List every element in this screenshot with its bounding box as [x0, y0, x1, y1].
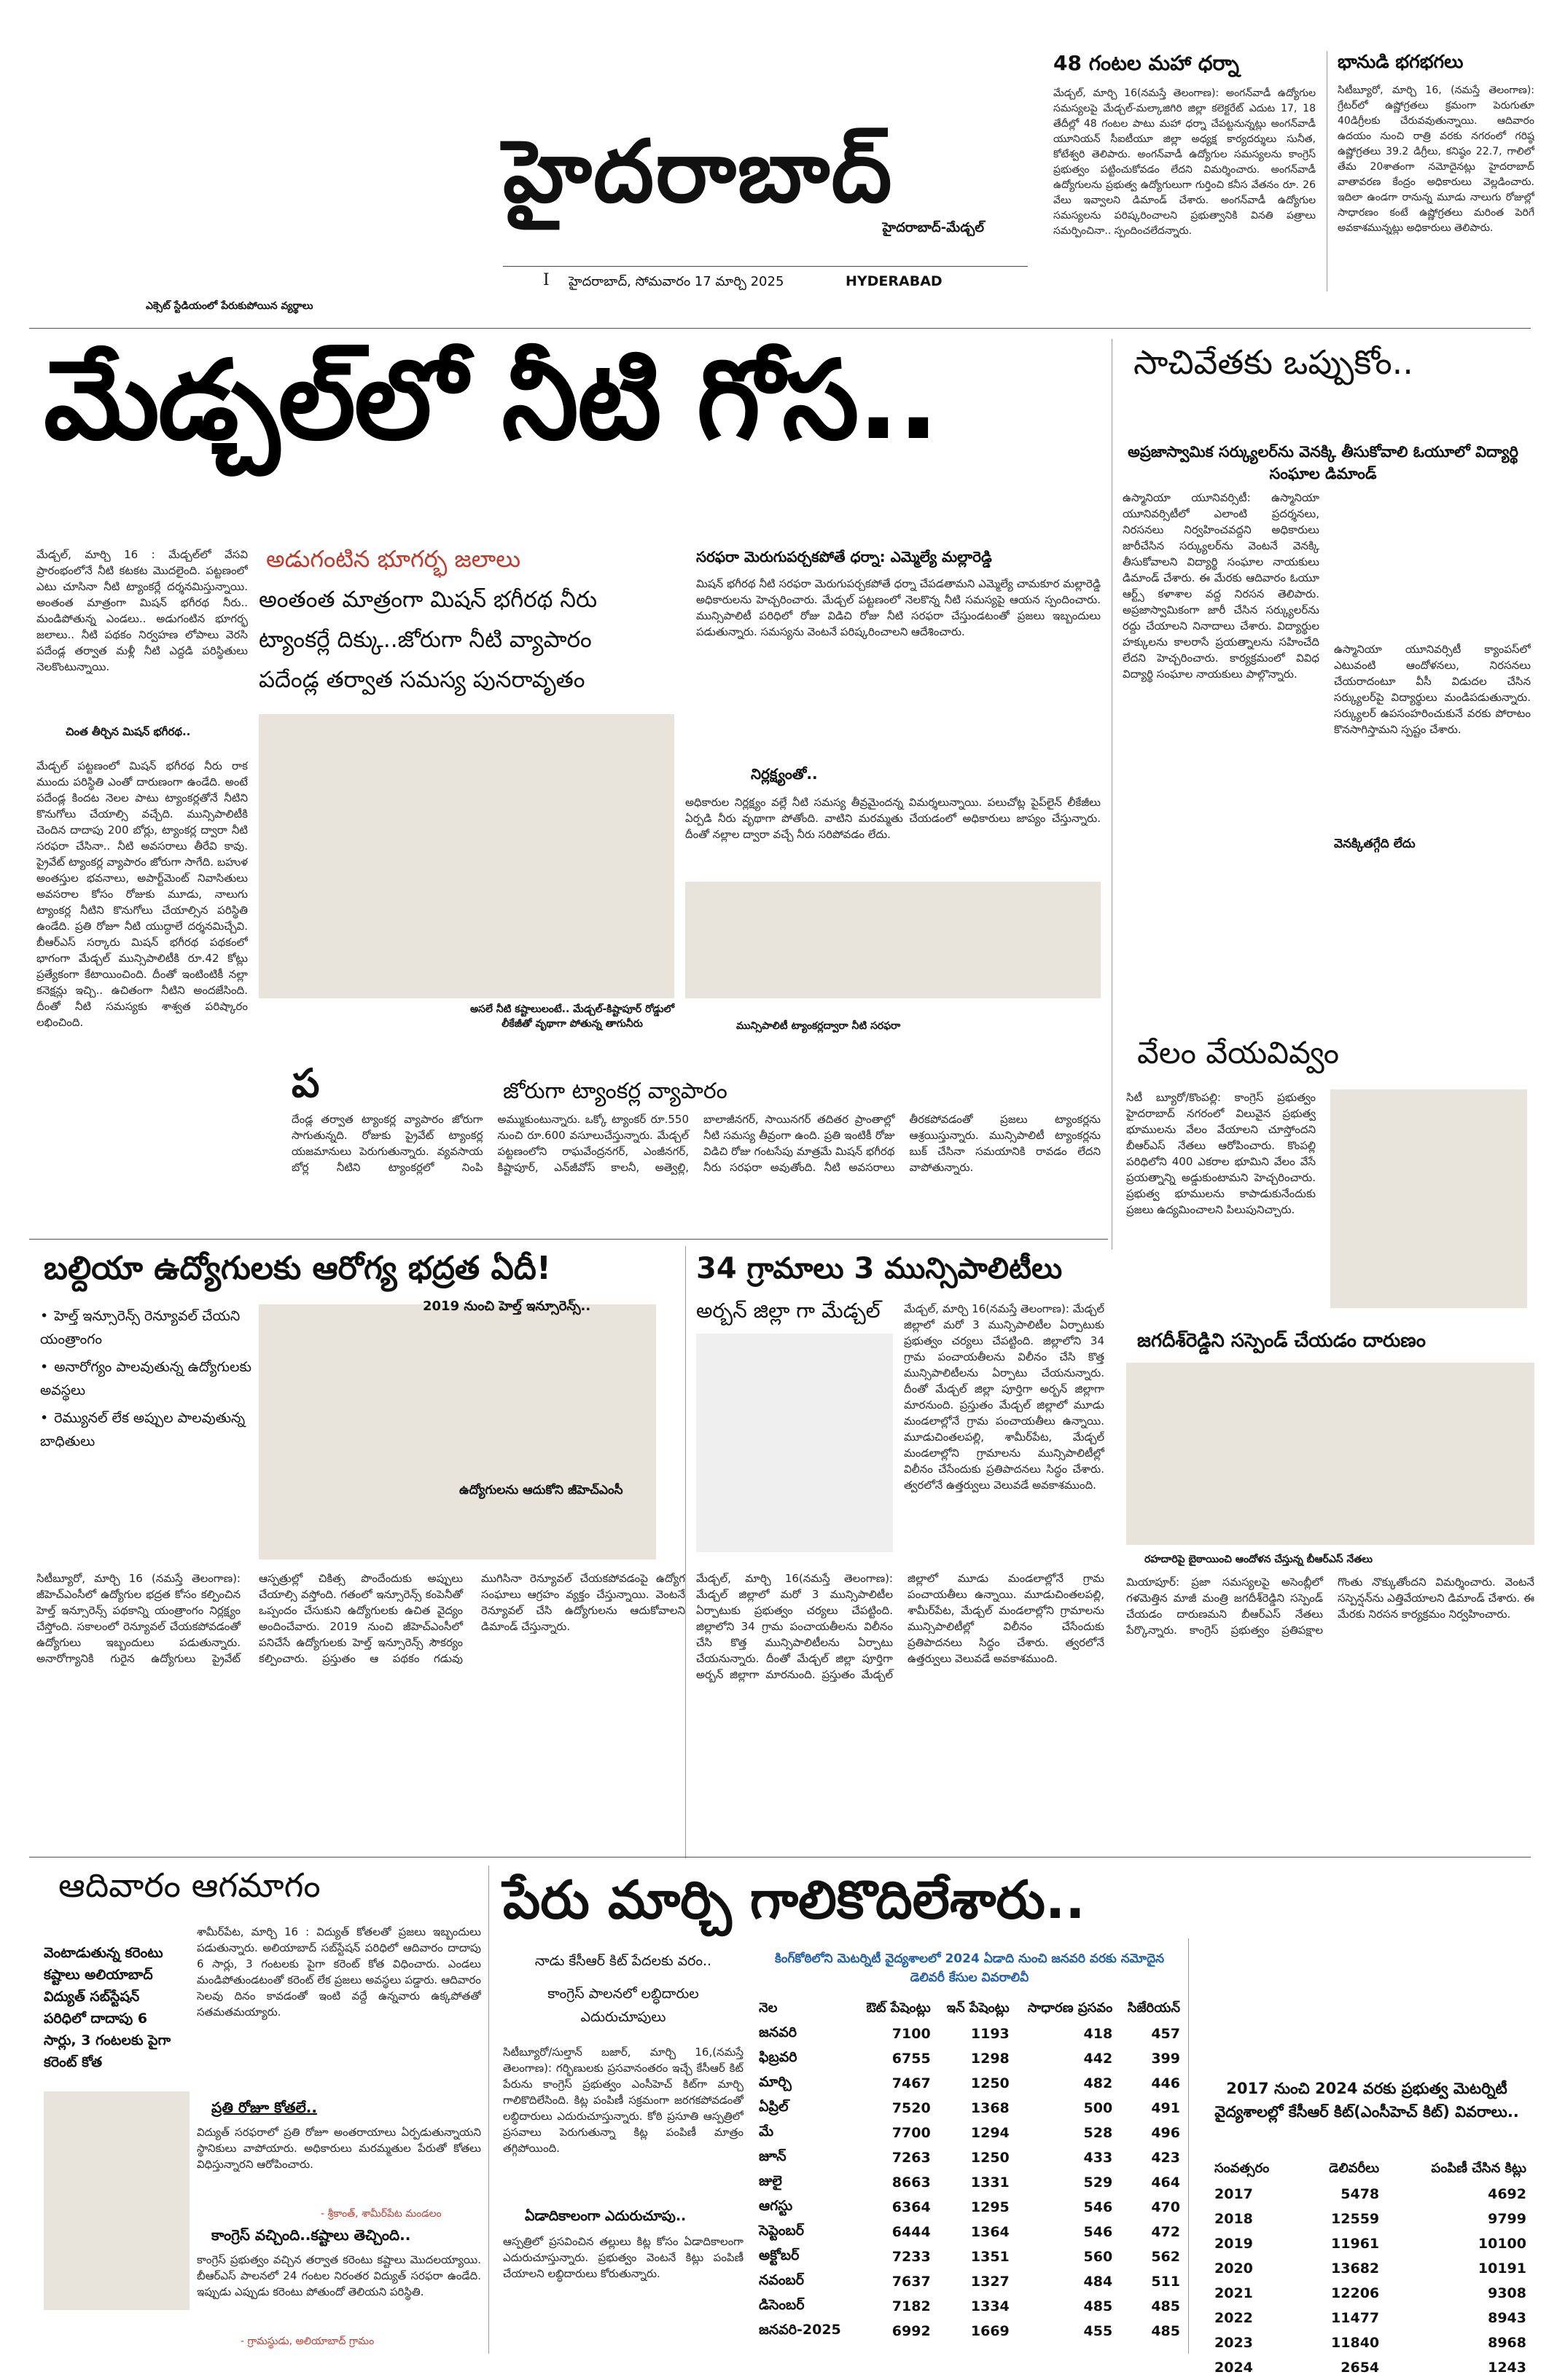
- weekend-body2: విద్యుత్ సరఫరాలో ప్రతి రోజూ అంతరాయాలు ఏర్పడుతున్నాయని స్థానికులు వాపోయారు. అధికారులు మరమ్మతుల పేరుతో కోతలు విధిస్తున్నారని ఆరోపించారు.: [197, 2126, 481, 2171]
- deliveries-header: ఔట్ పేషెంట్లు: [866, 2000, 931, 2016]
- deliveries-row: [754, 2071, 1185, 2096]
- deliveries-row: [754, 2121, 1185, 2145]
- kit-body: సిటీబ్యూరో/సుల్తాన్ బజార్, మార్చి 16,(నమస్తే తెలంగాణ): గర్భిణులకు ప్రసవానంతరం ఇచ్చే కేసీఆర్ కిట్ పేరును కాంగ్రెస్ ప్రభుత్వం ఎంసీహెచ్ కిట్‌గా మార్చి గాలికొదిలేసింది. కిట్ల పంపిణీ సక్రమంగా జరగకపోవడంతో లబ్ధిదారులు ఎదురుచూస్తున్నారు. కోఠి ప్రసూతి ఆస్పత్రిలో ప్రసవాలు పెరుగుతున్నా కిట్ల పంపిణీ మాత్రం తగ్గిపోయింది.: [503, 2046, 744, 2155]
- deliveries-row-cell: మార్చి: [759, 2073, 792, 2090]
- deliveries-row-cell: 1351: [970, 2249, 1010, 2265]
- edition-label: HYDERABAD: [846, 273, 943, 289]
- side-story-3-headline: జగదీశ్‌రెడ్డిని సస్పెండ్ చేయడం దారుణం: [1137, 1330, 1426, 1352]
- kits-header: డెలివరీలు: [1329, 2160, 1380, 2176]
- health-photo: [259, 1304, 656, 1559]
- side-story-1-body: ఉస్మానియా యూనివర్సిటీ: ఉస్మానియా యూనివర్సిటీలో ఎలాంటి ప్రదర్శనలు, నిరసనలు నిర్వహించవద్దని అధికారులు జారీచేసిన సర్క్యులర్‌ను వెంటనే వెనక్కి తీసుకోవాలని విద్యార్థి సంఘాల నాయకులు డిమాండ్ చేశారు. ఈ మేరకు ఆదివారం ఓయూ ఆర్ట్స్ కళాశాల వద్ద నిరసన తెలిపారు. అప్రజాస్వామికంగా జారీ చేసిన సర్క్యులర్‌ను రద్దు చేయాలని నినాదాలు చేశారు. విద్యార్థుల హక్కులను కాలరాసే ప్రయత్నాలను సహించేది లేదని హెచ్చరించారు. కార్యక్రమంలో వివిధ విద్యార్థి సంఘాల నాయకులు పాల్గొన్నారు.: [1123, 491, 1319, 681]
- deliveries-row-cell: 500: [1083, 2100, 1113, 2116]
- health-sub1: 2019 నుంచి హెల్త్ ఇన్సూరెన్స్..: [423, 1299, 591, 1314]
- deliveries-row-cell: 6444: [891, 2224, 931, 2240]
- kits-row-cell: 2019: [1214, 2236, 1253, 2252]
- side-story-1-deck: అప్రజాస్వామిక సర్క్యులర్‌ను వెనక్కి తీసుకోవాలి ఓయూలో విద్యార్థి సంఘాల డిమాండ్: [1128, 443, 1518, 482]
- deliveries-row-cell: జూన్: [759, 2148, 787, 2164]
- side-story-1-headline: సాచివేతకు ఒప్పుకోం..: [1133, 342, 1413, 382]
- kits-row-cell: 2018: [1214, 2211, 1253, 2227]
- kits-row-cell: 2023: [1214, 2335, 1253, 2351]
- kit-deck-2: కాంగ్రెస్ పాలనలో లబ్ధిదారుల ఎదురుచూపులు: [547, 1986, 699, 2025]
- kits-row-cell: 5478: [1341, 2186, 1380, 2202]
- masthead-marker: I: [543, 271, 550, 289]
- kits-table-title: 2017 నుంచి 2024 వరకు ప్రభుత్వ మెటర్నిటీ వైద్యశాలల్లో కేసీఆర్ కిట్(ఎంసీహెచ్ కిట్) వివరాలు..: [1214, 2080, 1519, 2121]
- deliveries-row-cell: 446: [1151, 2075, 1180, 2091]
- weekend-quote2: - గ్రామస్థుడు, అలియాబాద్ గ్రామం: [241, 2336, 375, 2347]
- weekend-body3: కాంగ్రెస్ ప్రభుత్వం వచ్చిన తర్వాత కరెంటు కష్టాలు మొదలయ్యాయి. బీఆర్‌ఎస్ పాలనలో 24 గంటల నిరంతర విద్యుత్ సరఫరా ఉండేది. ఇప్పుడు ఎప్పుడు కరెంటు పోతుందో తెలియని పరిస్థితి.: [197, 2253, 481, 2298]
- dateline: హైదరాబాద్, సోమవారం 17 మార్చి 2025: [569, 274, 784, 289]
- side-story-3-photo: [1126, 1363, 1534, 1545]
- kits-row: [1210, 2306, 1531, 2330]
- deliveries-row-cell: 560: [1083, 2249, 1113, 2265]
- deliveries-row-cell: డిసెంబర్: [759, 2296, 805, 2313]
- kits-row: [1210, 2207, 1531, 2231]
- deliveries-row: [754, 2170, 1185, 2195]
- main-story-col1-sub: చింత తీర్చిన మిషన్ భగీరథ..: [66, 725, 191, 738]
- side-story-2-photo: [1330, 1089, 1527, 1308]
- kits-row-cell: 13682: [1331, 2260, 1380, 2277]
- deliveries-row-cell: 423: [1151, 2150, 1180, 2166]
- municipal-map: [696, 1334, 893, 1552]
- kits-row-cell: 2017: [1214, 2186, 1253, 2202]
- municipal-deck: అర్బన్ జిల్లా గా మేడ్చల్: [696, 1299, 881, 1323]
- deliveries-row-cell: మే: [759, 2123, 774, 2140]
- deliveries-row-cell: జనవరి: [759, 2024, 797, 2040]
- side-story-3-body: మియాపూర్: ప్రజా సమస్యలపై అసెంబ్లీలో గళమెత్తిన మాజీ మంత్రి జగదీశ్‌రెడ్డిని సస్పెండ్ చేయడం దారుణమని బీఆర్‌ఎస్ నేతలు పేర్కొన్నారు. కాంగ్రెస్ ప్రభుత్వం ప్రతిపక్షాల గొంతు నొక్కుతోందని విమర్శించారు. వెంటనే సస్పెన్షన్‌ను ఎత్తివేయాలని డిమాండ్ చేశారు. ఈ మేరకు నిరసన కార్యక్రమం నిర్వహించారు.: [1126, 1575, 1534, 1637]
- masthead: [503, 120, 1013, 248]
- kits-row-cell: 8968: [1488, 2335, 1526, 2351]
- deliveries-row-cell: 457: [1151, 2026, 1180, 2042]
- deliveries-row-cell: 7700: [891, 2125, 931, 2141]
- kits-row-cell: 2022: [1214, 2310, 1253, 2326]
- deliveries-header: సాధారణ ప్రసవం: [1027, 2000, 1113, 2016]
- municipal-body: మేడ్చల్, మార్చి 16(నమస్తే తెలంగాణ): మేడ్చల్ జిల్లాలో మరో 3 మున్సిపాలిటీల ఏర్పాటుకు ప్రభుత్వం చర్యలు చేపట్టింది. జిల్లాలోని 34 గ్రామ పంచాయతీలను విలీనం చేసి కొత్త మున్సిపాలిటీలను ఏర్పాటు చేయనున్నారు. దీంతో మేడ్చల్ జిల్లా పూర్తిగా అర్బన్ జిల్లాగా మారనుంది. ప్రస్తుతం మేడ్చల్ జిల్లాలో మూడు మండలాల్లోనే గ్రామ పంచాయతీలు ఉన్నాయి. మూడుచింతలపల్లి, శామీర్‌పేట, మేడ్చల్ మండలాల్లోని గ్రామాలను మున్సిపాలిటీల్లో విలీనం చేసేందుకు ప్రతిపాదనలు సిద్ధం చేశారు. త్వరలోనే ఉత్తర్వులు వెలువడే అవకాశముంది.: [904, 1302, 1104, 1492]
- kits-header: సంవత్సరం: [1214, 2160, 1270, 2176]
- deliveries-row-cell: 433: [1083, 2150, 1113, 2166]
- weekend-photo: [44, 2091, 190, 2310]
- deliveries-row-cell: ఫిబ్రవరి: [759, 2048, 797, 2065]
- deliveries-row-cell: 528: [1083, 2125, 1113, 2141]
- kits-row: [1210, 2355, 1531, 2380]
- main-story-col3-sub: నిర్లక్ష్యంతో..: [751, 765, 818, 783]
- kits-row-cell: 4692: [1488, 2186, 1526, 2202]
- deliveries-row-cell: 1294: [970, 2125, 1010, 2141]
- kits-row: [1210, 2231, 1531, 2256]
- deliveries-row-cell: 7637: [891, 2274, 931, 2290]
- deliveries-row-cell: 484: [1083, 2274, 1113, 2290]
- main-headline: మేడ్చల్‌లో నీటి గోస..: [44, 337, 938, 464]
- deliveries-header: ఇన్ పేషెంట్లు: [946, 2000, 1010, 2016]
- photo2-caption: మున్సిపాలిటీ ట్యాంకర్లద్వారా నీటి సరఫరా: [736, 1020, 901, 1032]
- kits-row-cell: 1243: [1488, 2360, 1526, 2376]
- kits-row: [1210, 2182, 1531, 2207]
- main-story-col1-p2: మేడ్చల్ పట్టణంలో మిషన్ భగీరథ నీరు రాక ముందు పరిస్థితి ఎంతో దారుణంగా ఉండేది. అంటే పదేండ్ల కిందట నెలల పాటు ట్యాంకర్లతోనే నీటిని కొనుగోలు చేయాల్సి వచ్చేది. మున్సిపాలిటీకి చెందిన దాదాపు 200 బోర్లు, ట్యాంకర్ల ద్వారా నీటి సరఫరా చేసినా.. నీటి అవసరాలు తీరేవి కావు. ప్రైవేట్ ట్యాంకర్ల వ్యాపారం జోరుగా సాగేది. బహుళ అంతస్తుల భవనాలు, అపార్ట్‌మెంట్ నివాసితులు అవసరాల కోసం రోజుకు మూడు, నాలుగు ట్యాంకర్ల నీటిని కొనుగోలు చేయాల్సిన పరిస్థితి ఉండేది. ప్రతి రోజూ నీటి యుద్ధాలే దర్శనమిచ్చేవి. బీఆర్‌ఎస్ సర్కారు మిషన్ భగీరథ పథకంలో భాగంగా మేడ్చల్ మున్సిపాలిటీకి రూ.42 కోట్లు ప్రత్యేకంగా కేటాయించింది. దీంతో ఇంటింటికీ నల్లా కనెక్షన్లు ఇచ్చి.. ఉచితంగా నీటిని అందజేసింది. దీంతో నీటి సమస్యకు శాశ్వత పరిష్కారం లభించింది.: [36, 759, 248, 1029]
- top-story-2-headline: భానుడి భగభగలు: [1338, 51, 1464, 72]
- kits-row-cell: 10191: [1478, 2260, 1526, 2277]
- leakage-photo: [685, 882, 1101, 998]
- deliveries-row-cell: 491: [1151, 2100, 1180, 2116]
- weekend-headline: ఆదివారం ఆగమాగం: [58, 1866, 321, 1905]
- deliveries-row-cell: 6992: [891, 2323, 931, 2339]
- health-bullet-3: • రెమ్యునల్ లేక అప్పుల పాలవుతున్న బాధితులు: [40, 1406, 251, 1453]
- weekend-sub1: ప్రతి రోజూ కోతలే..: [211, 2099, 317, 2116]
- deliveries-row-cell: 470: [1151, 2199, 1180, 2215]
- deliveries-header: సిజేరియన్: [1127, 2000, 1180, 2016]
- weekend-side-caption: వెంటాడుతున్న కరెంటు కష్టాలు అలియాబాద్ విద్యుత్ సబ్‌స్టేషన్ పరిధిలో దాదాపు 6 సార్లు, 3 గంటలకు పైగా కరెంట్ కోత: [44, 1945, 171, 2070]
- kits-row: [1210, 2256, 1531, 2281]
- kits-row-cell: 2654: [1341, 2360, 1380, 2376]
- tankers-body: దేండ్ల తర్వాత ట్యాంకర్ల వ్యాపారం జోరుగా సాగుతున్నది. రోజుకు ప్రైవేట్ ట్యాంకర్ల యజమానులు పెరుగుతున్నారు. వ్యవసాయ బోర్ల నీటిని ట్యాంకర్లలో నింపి అమ్ముకుంటున్నారు. ఒక్కో ట్యాంకర్ రూ.550 నుంచి రూ.600 వసూలుచేస్తున్నారు. మేడ్చల్ పట్టణంలోని రాఘవేంద్రనగర్, ఎంజీనగర్, కిష్టాపూర్, ఎన్‌జీవోస్ కాలనీ, అత్వెల్లి, బాలాజీనగర్, సాయినగర్ తదితర ప్రాంతాల్లో నీటి సమస్య తీవ్రంగా ఉంది. ప్రతి ఇంటికీ రోజు విడిచి రోజు గంటసేపు మాత్రమే మిషన్ భగీరథ నీరు సరఫరా అవుతోంది. నీటి అవసరాలు తీరకపోవడంతో ప్రజలు ట్యాంకర్లను ఆశ్రయిస్తున్నారు. మున్సిపాలిటీ ట్యాంకర్లను బుక్ చేసినా సమయానికి రావడం లేదని వాపోతున్నారు.: [292, 1113, 1101, 1174]
- deliveries-row-cell: 7263: [891, 2150, 931, 2166]
- deliveries-row-cell: 8663: [891, 2175, 931, 2191]
- side-story-1-sub2: వెనక్కితగ్గేది లేదు: [1334, 837, 1416, 851]
- kit-deck-1: నాడు కేసీఆర్ కిట్ పేదలకు వరం..: [534, 1953, 712, 1969]
- deliveries-header: నెల: [759, 2000, 778, 2016]
- weekend-quote1: - శ్రీకాంత్, శామీర్‌పేట మండలం: [321, 2208, 442, 2220]
- deliveries-row-cell: 485: [1083, 2298, 1113, 2314]
- municipal-headline: 34 గ్రామాలు 3 మున్సిపాలిటీలు: [696, 1252, 1063, 1285]
- main-story-col1-p1: మేడ్చల్, మార్చి 16 : మేడ్చల్‌లో వేసవి ప్రారంభంలోనే నీటి కటకట మొదలైంది. పట్టణంలో ఎటు చూసినా నీటి ట్యాంకర్లే దర్శనమిస్తున్నాయి. అంతంత మాత్రంగా మిషన్ భగీరథ నీరు.. మండిపోతున్న ఎండలు.. అడుగంటిన భూగర్భ జలాలు.. నీటి పథకం నిర్వహణ లోపాలు వెరసి పదేండ్ల తర్వాత మళ్లీ నీటి ఎద్దడి పరిస్థితులు నెలకొంటున్నాయి.: [36, 548, 248, 673]
- top-story-1-body: మేడ్చల్, మార్చి 16(నమస్తే తెలంగాణ): అంగన్‌వాడీ ఉద్యోగుల సమస్యలపై మేడ్చల్-మల్కాజిగిరి జిల్లా కలెక్టరేట్ ఎదుట 17, 18 తేదీల్లో 48 గంటల పాటు మహా ధర్నా చేపట్టనున్నట్లు అంగన్‌వాడీ యూనియన్ సీఐటీయూ జిల్లా అధ్యక్ష కార్యదర్శులు సునీత, కోటేశ్వరి తెలిపారు. అంగన్‌వాడీ ఉద్యోగుల సమస్యలను కాంగ్రెస్ ప్రభుత్వం పట్టించుకోవడం లేదని విమర్శించారు. అంగన్‌వాడీ ఉద్యోగులను ప్రభుత్వ ఉద్యోగులుగా గుర్తించి కనీస వేతనం రూ. 26 వేలు ఇవ్వాలని డిమాండ్ చేశారు. అంగన్‌వాడీ ఉద్యోగుల సమస్యలను పరిష్కరించాలని ప్రభుత్వానికి వినతి పత్రాలు సమర్పించినా.. స్పందించలేదన్నారు.: [1053, 87, 1316, 237]
- deliveries-row-cell: 7520: [891, 2100, 931, 2116]
- tankers-subheading: జోరుగా ట్యాంకర్ల వ్యాపారం: [503, 1079, 727, 1104]
- health-sub2: ఉద్యోగులను ఆదుకోని జీహెచ్‌ఎంసీ: [459, 1483, 623, 1498]
- deliveries-row-cell: 418: [1083, 2026, 1113, 2042]
- main-story-col2-p1: మిషన్ భగీరథ నీటి సరఫరా మెరుగుపర్చకపోతే ధర్నా చేపడతామని ఎమ్మెల్యే చామకూర మల్లారెడ్డి అధికారులను హెచ్చరించారు. మేడ్చల్ పట్టణంలో నెలకొన్న నీటి సమస్యపై ఆయన స్పందించారు. మున్సిపాలిటీ పరిధిలో రోజు విడిచి రోజు నీటి సరఫరా చేస్తుండటంతో ప్రజలు ఇబ్బందులు పడుతున్నారు. సమస్యను వెంటనే పరిష్కరించాలని ఆదేశించారు.: [696, 577, 1101, 638]
- top-story-1: [1053, 51, 1316, 319]
- kits-row-cell: 9799: [1488, 2211, 1526, 2227]
- kit-sub: ఏడాదికాలంగా ఎదురుచూపు..: [525, 2208, 687, 2224]
- masthead-subtitle: హైదరాబాద్-మేడ్చల్: [882, 220, 984, 235]
- deliveries-row-cell: 482: [1083, 2075, 1113, 2091]
- kits-row-cell: 12559: [1331, 2211, 1380, 2227]
- kits-row-cell: 10100: [1478, 2236, 1526, 2252]
- side-story-2-body: సిటీ బ్యూరో/కొంపల్లి: కాంగ్రెస్ ప్రభుత్వం హైదరాబాద్ నగరంలో విలువైన ప్రభుత్వ భూములను వేలం వేయాలని చూస్తోందని బీఆర్‌ఎస్ నేతలు ఆరోపించారు. కొంపల్లి పరిధిలోని 400 ఎకరాల భూమిని వేలం వేసే ప్రయత్నాన్ని అడ్డుకుంటామని హెచ్చరించారు. ప్రభుత్వ భూములను కాపాడుకునేందుకు ప్రజలు ఉద్యమించాలని పిలుపునిచ్చారు.: [1126, 1091, 1316, 1216]
- kits-row-cell: 11840: [1331, 2335, 1380, 2351]
- masthead-title: హైదరాబాద్: [503, 120, 894, 222]
- deliveries-row-cell: 546: [1083, 2199, 1113, 2215]
- deliveries-row-cell: 7182: [891, 2298, 931, 2314]
- deliveries-row-cell: 7233: [891, 2249, 931, 2265]
- deliveries-row-cell: 1295: [970, 2199, 1010, 2215]
- side-story-3-caption: రహదారిపై బైఠాయించి ఆందోళన చేస్తున్న బీఆర్‌ఎస్ నేతలు: [1144, 1554, 1373, 1565]
- kits-row: [1210, 2281, 1531, 2306]
- kits-table: [1210, 2157, 1531, 2380]
- kits-row-cell: 9308: [1488, 2285, 1526, 2301]
- deliveries-row: [754, 2294, 1185, 2319]
- kits-row-cell: 2024: [1214, 2360, 1253, 2376]
- deliveries-row-cell: 496: [1151, 2125, 1180, 2141]
- deliveries-row-cell: 7100: [891, 2026, 931, 2042]
- deliveries-row-cell: నవంబర్: [759, 2271, 804, 2288]
- side-story-1-body-2: ఉస్మానియా యూనివర్సిటీ క్యాంపస్‌లో ఎటువంటి ఆందోళనలు, నిరసనలు చేయరాదంటూ వీసీ విడుదల చేసిన సర్క్యులర్‌పై విద్యార్థులు మండిపడుతున్నారు. సర్క్యులర్ ఉపసంహరించుకునే వరకు పోరాటం కొనసాగిస్తామని స్పష్టం చేశారు.: [1334, 643, 1531, 736]
- main-story-deck-2: ట్యాంకర్లే దిక్కు..జోరుగా నీటి వ్యాపారం: [259, 627, 592, 653]
- kit-body2: ఆస్పత్రిలో ప్రసవించిన తల్లులు కిట్ల కోసం ఏడాదికాలంగా ఎదురుచూస్తున్నారు. ప్రభుత్వం వెంటనే కిట్లు పంపిణీ చేయాలని లబ్ధిదారులు కోరుతున్నారు.: [503, 2235, 744, 2280]
- deliveries-row-cell: 399: [1151, 2051, 1180, 2067]
- kits-row-cell: 2021: [1214, 2285, 1253, 2301]
- deliveries-row: [754, 2220, 1185, 2244]
- main-story-col3-p1: అధికారుల నిర్లక్ష్యం వల్లే నీటి సమస్య తీవ్రమైందన్న విమర్శలున్నాయి. పలుచోట్ల పైప్‌లైన్ లీకేజీలు ఏర్పడి నీరు వృథాగా పోతోంది. వాటిని మరమ్మతు చేయడంలో అధికారులు జాప్యం చేస్తున్నారు. దీంతో నల్లాల ద్వారా వచ్చే నీరు సరిపోవడం లేదు.: [685, 796, 1101, 841]
- water-tanker-photo: [259, 714, 674, 998]
- deliveries-row-cell: 1298: [970, 2051, 1010, 2067]
- deliveries-row-cell: 6364: [891, 2199, 931, 2215]
- photo1-caption: అసలే నీటి కష్టాలులంటే.. మేడ్చల్-కిష్టాపూర్ రోడ్డులో లీకేజీతో వృథాగా పోతున్న తాగునీరు: [469, 1003, 675, 1030]
- deliveries-row: [754, 2244, 1185, 2269]
- deliveries-row-cell: 529: [1083, 2175, 1113, 2191]
- deliveries-row: [754, 2195, 1185, 2220]
- deliveries-row-cell: సెప్టెంబర్: [759, 2222, 804, 2239]
- health-bullet-2: • అనారోగ్యం పాలవుతున్న ఉద్యోగులకు అవస్థలు: [40, 1355, 251, 1402]
- deliveries-row-cell: 7467: [891, 2075, 931, 2091]
- deliveries-table: [754, 1997, 1185, 2344]
- kits-header: పంపిణీ చేసిన కిట్లు: [1431, 2160, 1526, 2176]
- deliveries-row-cell: ఏప్రిల్: [759, 2098, 789, 2115]
- kits-row: [1210, 2330, 1531, 2355]
- kits-row-cell: 12206: [1331, 2285, 1380, 2301]
- deliveries-row: [754, 2145, 1185, 2170]
- deliveries-row-cell: 1334: [970, 2298, 1010, 2314]
- deliveries-row-cell: 1669: [970, 2323, 1010, 2339]
- photo-caption-top: ఎక్సెట్ స్టేడియంలో పేరుకుపోయిన వ్యర్థాలు: [146, 300, 313, 312]
- deliveries-row-cell: 442: [1083, 2051, 1113, 2067]
- kits-row-cell: 8943: [1488, 2310, 1526, 2326]
- deliveries-row-cell: ఆగస్టు: [759, 2197, 793, 2214]
- kits-row-cell: 11961: [1331, 2236, 1380, 2252]
- dropcap: ప: [292, 1060, 320, 1106]
- municipal-body-cont: మేడ్చల్, మార్చి 16(నమస్తే తెలంగాణ): మేడ్చల్ జిల్లాలో మరో 3 మున్సిపాలిటీల ఏర్పాటుకు ప్రభుత్వం చర్యలు చేపట్టింది. జిల్లాలోని 34 గ్రామ పంచాయతీలను విలీనం చేసి కొత్త మున్సిపాలిటీలను ఏర్పాటు చేయనున్నారు. దీంతో మేడ్చల్ జిల్లా పూర్తిగా అర్బన్ జిల్లాగా మారనుంది. ప్రస్తుతం మేడ్చల్ జిల్లాలో మూడు మండలాల్లోనే గ్రామ పంచాయతీలు ఉన్నాయి. మూడుచింతలపల్లి, శామీర్‌పేట, మేడ్చల్ మండలాల్లోని గ్రామాలను మున్సిపాలిటీల్లో విలీనం చేసేందుకు ప్రతిపాదనలు సిద్ధం చేశారు. త్వరలోనే ఉత్తర్వులు వెలువడే అవకాశముంది.: [696, 1572, 1104, 1681]
- weekend-body: శామీర్‌పేట, మార్చి 16 : విద్యుత్ కోతలతో ప్రజలు ఇబ్బందులు పడుతున్నారు. అలియాబాద్ సబ్‌స్టేషన్ పరిధిలో ఆదివారం దాదాపు 6 సార్లు, 3 గంటలకు పైగా కరెంట్ కోత విధించారు. ఎండలు మండిపోతుండటంతో కరెంట్ లేక ప్రజలు అవస్థలు పడ్డారు. ఆదివారం సెలవు దినం కావడంతో ఇంటి వద్దే ఉన్నవారు ఉక్కపోతతో సతమతమయ్యారు.: [197, 1925, 481, 2019]
- main-story-deck-1: అంతంత మాత్రంగా మిషన్ భగీరథ నీరు: [259, 587, 598, 613]
- top-story-2-body: సిటీబ్యూరో, మార్చి 16, (నమస్తే తెలంగాణ): గ్రేటర్‌లో ఉష్ణోగ్రతలు క్రమంగా పెరుగుతూ 40డిగ్రీలకు చేరువవుతున్నాయి. ఆదివారం ఉదయం నుంచి రాత్రి వరకు నగరంలో గరిష్ఠ ఉష్ణోగ్రతలు 39.2 డిగ్రీలు, కనిష్ఠం 22.7, గాలిలో తేమ 20శాతంగా నమోదైనట్లు హైదరాబాద్ వాతావరణ కేంద్రం అధికారులు వెల్లడించారు. ఇదిలా ఉండగా రానున్న మూడు నాలుగు రోజుల్లో సాధారణం కంటే ఉష్ణోగ్రతలు మరింత పెరిగే అవకాశమున్నట్లు అధికారులు తెలిపారు.: [1338, 85, 1534, 234]
- deliveries-row-cell: 472: [1151, 2224, 1180, 2240]
- deliveries-row: [754, 2269, 1185, 2294]
- deliveries-row: [754, 2046, 1185, 2071]
- deliveries-row-cell: 1331: [970, 2175, 1010, 2191]
- deliveries-row-cell: 464: [1151, 2175, 1180, 2191]
- main-story-col2-sub: సరఫరా మెరుగుపర్చకపోతే ధర్నా: ఎమ్మెల్యే మల్లారెడ్డి: [696, 548, 992, 565]
- main-story-kicker: అడుగంటిన భూగర్భ జలాలు: [266, 545, 521, 573]
- deliveries-row-cell: 1250: [970, 2150, 1010, 2166]
- deliveries-row-cell: 1193: [970, 2026, 1010, 2042]
- kit-headline: పేరు మార్చి గాలికొదిలేశారు..: [503, 1869, 1085, 1930]
- weekend-sub2: కాంగ్రెస్ వచ్చింది..కష్టాలు తెచ్చింది..: [211, 2226, 411, 2244]
- deliveries-row-cell: 485: [1151, 2323, 1180, 2339]
- top-story-2: [1338, 51, 1534, 316]
- main-story-deck-3: పదేండ్ల తర్వాత సమస్య పునరావృతం: [259, 667, 585, 693]
- deliveries-row-cell: అక్టోబర్: [759, 2247, 800, 2263]
- deliveries-row-cell: 546: [1083, 2224, 1113, 2240]
- deliveries-row-cell: 1368: [970, 2100, 1010, 2116]
- deliveries-row-cell: జనవరి-2025: [759, 2321, 841, 2338]
- deliveries-row: [754, 2021, 1185, 2046]
- deliveries-row-cell: 1327: [970, 2274, 1010, 2290]
- deliveries-row: [754, 2096, 1185, 2121]
- deliveries-table-title: కింగ్‌కోఠిలోని మెటర్నిటీ వైద్యశాలలో 2024 ఏడాది నుంచి జనవరి వరకు నమోదైన డెలివరీ కేసుల వివరాలివీ: [774, 1952, 1165, 1985]
- deliveries-row-cell: 6755: [891, 2051, 931, 2067]
- side-story-2-headline: వేలం వేయవివ్వం: [1137, 1035, 1340, 1070]
- health-body: సిటీబ్యూరో, మార్చి 16 (నమస్తే తెలంగాణ): జీహెచ్‌ఎంసీలో ఉద్యోగుల భద్రత కోసం కల్పించిన హెల్త్ ఇన్సూరెన్స్ పథకాన్ని యంత్రాంగం నిర్లక్ష్యం చేస్తోంది. సకాలంలో రెన్యూవల్ చేయకపోవడంతో ఉద్యోగులు ఇబ్బందులు పడుతున్నారు. అనారోగ్యానికి గురైన ఉద్యోగులు ప్రైవేట్ ఆస్పత్రుల్లో చికిత్స పొందేందుకు అప్పులు చేయాల్సి వస్తోంది. గతంలో ఇన్సూరెన్స్ కంపెనీతో ఒప్పందం చేసుకుని ఉద్యోగులకు ఉచిత వైద్యం అందించేవారు. 2019 నుంచి జీహెచ్‌ఎంసీలో పనిచేసే ఉద్యోగులకు హెల్త్ ఇన్సూరెన్స్ సౌకర్యం కల్పించారు. ప్రస్తుతం ఆ పథకం గడువు ముగిసినా రెన్యూవల్ చేయకపోవడంపై ఉద్యోగ సంఘాలు ఆగ్రహం వ్యక్తం చేస్తున్నాయి. వెంటనే రెన్యూవల్ చేసి ఉద్యోగులను ఆదుకోవాలని డిమాండ్ చేస్తున్నారు.: [36, 1572, 685, 1665]
- deliveries-row-cell: 1364: [970, 2224, 1010, 2240]
- deliveries-row-cell: 485: [1151, 2298, 1180, 2314]
- deliveries-row: [754, 2319, 1185, 2344]
- health-bullet-1: • హెల్త్ ఇన్సూరెన్స్ రెన్యూవల్ చేయని యంత్రాంగం: [40, 1304, 251, 1351]
- deliveries-row-cell: జులై: [759, 2172, 782, 2189]
- health-bullets: [40, 1304, 251, 1453]
- top-story-1-headline: 48 గంటల మహా ధర్నా: [1053, 51, 1239, 75]
- deliveries-row-cell: 1250: [970, 2075, 1010, 2091]
- health-headline: బల్దియా ఉద్యోగులకు ఆరోగ్య భద్రత ఏదీ!: [44, 1250, 551, 1287]
- deliveries-row-cell: 511: [1151, 2274, 1180, 2290]
- kits-row-cell: 2020: [1214, 2260, 1253, 2277]
- deliveries-row-cell: 562: [1151, 2249, 1180, 2265]
- deliveries-row-cell: 455: [1083, 2323, 1113, 2339]
- kits-row-cell: 11477: [1331, 2310, 1380, 2326]
